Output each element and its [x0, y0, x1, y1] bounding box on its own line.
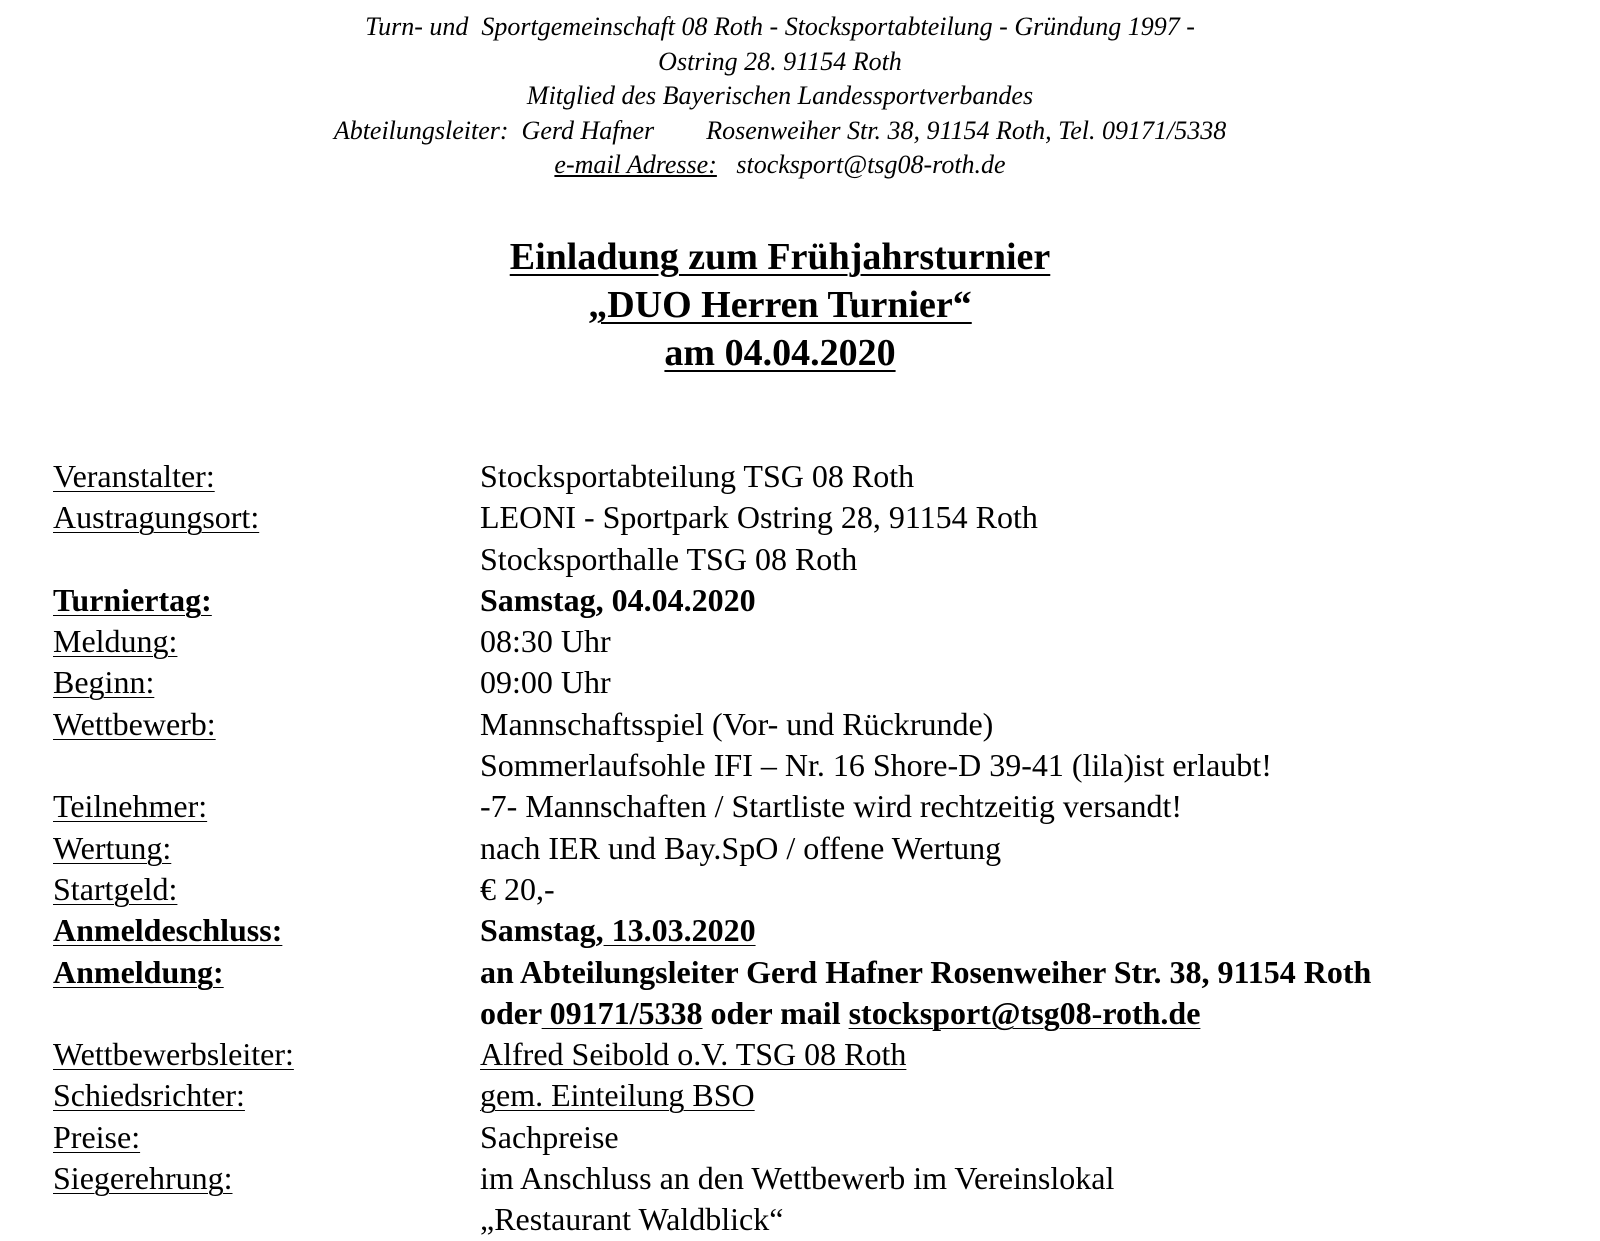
title-line-3: am 04.04.2020: [664, 332, 896, 374]
label-startgeld: Startgeld:: [53, 870, 178, 907]
value-wertung: nach IER und Bay.SpO / offene Wertung: [480, 829, 1002, 866]
invitation-title: [0, 233, 1560, 377]
value-turniertag: Samstag, 04.04.2020: [480, 581, 756, 618]
label-turniertag: Turniertag:: [53, 581, 212, 618]
value-veranstalter: Stocksportabteilung TSG 08 Roth: [480, 458, 915, 494]
value-austragungsort: LEONI - Sportpark Ostring 28, 91154 Roth: [480, 499, 1038, 536]
value-anmeldeschluss: [480, 910, 756, 951]
anmeldung-email-link[interactable]: stocksport@tsg08-roth.de: [848, 994, 1201, 1031]
anmeldung-oder: oder: [480, 994, 542, 1031]
anmeldeschluss-day: Samstag,: [480, 912, 604, 949]
row-anmeldeschluss: [53, 910, 1371, 951]
email-address[interactable]: stocksport@tsg08-roth.de: [736, 150, 1006, 179]
value-beginn: 09:00 Uhr: [480, 664, 611, 701]
anmeldeschluss-date: 13.03.2020: [603, 912, 756, 949]
label-empty: [53, 539, 480, 580]
association-membership: Mitglied des Bayerischen Landessportverbandes: [526, 81, 1034, 110]
label-wertung: Wertung:: [53, 829, 172, 866]
label-wettbewerbsleiter: Wettbewerbsleiter:: [53, 1036, 294, 1073]
department-leader-line: [0, 114, 1560, 149]
anmeldung-mail-text: oder mail: [702, 994, 849, 1031]
label-austragungsort: Austragungsort:: [53, 499, 260, 536]
label-preise: Preise:: [53, 1118, 141, 1155]
row-austragungsort: [53, 497, 1371, 538]
label-siegerehrung: Siegerehrung:: [53, 1160, 233, 1197]
value-anmeldung: an Abteilungsleiter Gerd Hafner Rosenweiher Str. 38, 91154 Roth: [480, 953, 1372, 990]
value-teilnehmer: -7- Mannschaften / Startliste wird rechtzeitig versandt!: [480, 788, 1182, 825]
row-wertung: [53, 828, 1371, 869]
value-meldung: 08:30 Uhr: [480, 623, 611, 660]
row-meldung: [53, 621, 1371, 662]
letterhead: [0, 10, 1560, 183]
value-wettbewerbsleiter: Alfred Seibold o.V. TSG 08 Roth: [480, 1036, 907, 1073]
value-siegerehrung-venue: „Restaurant Waldblick“: [480, 1201, 784, 1238]
value-siegerehrung: im Anschluss an den Wettbewerb im Vereinslokal: [480, 1160, 1115, 1197]
row-wettbewerb-2: [53, 745, 1371, 786]
label-empty: [53, 1199, 480, 1240]
club-address: Ostring 28. 91154 Roth: [658, 46, 902, 76]
label-schiedsrichter: Schiedsrichter:: [53, 1077, 245, 1114]
row-siegerehrung: [53, 1158, 1371, 1199]
value-wettbewerb-sole: Sommerlaufsohle IFI – Nr. 16 Shore-D 39-41 (lila)ist erlaubt!: [480, 747, 1272, 784]
club-name: Turn- und Sportgemeinschaft 08 Roth - Stocksportabteilung - Gründung 1997 -: [365, 12, 1195, 41]
row-anmeldung: [53, 952, 1371, 993]
email-label: e-mail Adresse:: [554, 150, 717, 179]
row-veranstalter: [53, 456, 1371, 497]
anmeldung-phone[interactable]: 09171/5338: [541, 994, 703, 1031]
title-line-1: Einladung zum Frühjahrsturnier: [509, 236, 1051, 278]
value-austragungsort-hall: Stocksporthalle TSG 08 Roth: [480, 540, 858, 577]
value-startgeld: € 20,-: [480, 870, 555, 907]
value-preise: Sachpreise: [480, 1118, 619, 1155]
row-startgeld: [53, 869, 1371, 910]
row-siegerehrung-2: [53, 1199, 1371, 1240]
label-wettbewerb: Wettbewerb:: [53, 705, 216, 742]
department-leader: Abteilungsleiter: Gerd Hafner: [333, 115, 655, 145]
label-beginn: Beginn:: [53, 664, 155, 701]
label-empty: [53, 745, 480, 786]
label-anmeldung: Anmeldung:: [53, 953, 224, 990]
tournament-details: [53, 456, 1371, 1241]
row-austragungsort-2: [53, 539, 1371, 580]
row-preise: [53, 1117, 1371, 1158]
row-wettbewerb: [53, 704, 1371, 745]
title-line-2: „DUO Herren Turnier“: [588, 284, 972, 326]
email-line: [0, 148, 1560, 183]
value-schiedsrichter: gem. Einteilung BSO: [480, 1077, 755, 1114]
label-teilnehmer: Teilnehmer:: [53, 788, 208, 825]
row-wettbewerbsleiter: [53, 1034, 1371, 1075]
row-schiedsrichter: [53, 1075, 1371, 1116]
label-meldung: Meldung:: [53, 623, 178, 660]
label-anmeldeschluss: Anmeldeschluss:: [53, 912, 283, 949]
row-anmeldung-2: [53, 993, 1371, 1034]
row-teilnehmer: [53, 786, 1371, 827]
value-anmeldung-contact: [480, 993, 1200, 1034]
value-wettbewerb: Mannschaftsspiel (Vor- und Rückrunde): [480, 705, 994, 742]
label-empty: [53, 993, 480, 1034]
row-turniertag: [53, 580, 1371, 621]
department-leader-address: Rosenweiher Str. 38, 91154 Roth, Tel. 09171/5338: [706, 115, 1227, 145]
row-beginn: [53, 662, 1371, 703]
label-veranstalter: Veranstalter:: [53, 458, 215, 494]
